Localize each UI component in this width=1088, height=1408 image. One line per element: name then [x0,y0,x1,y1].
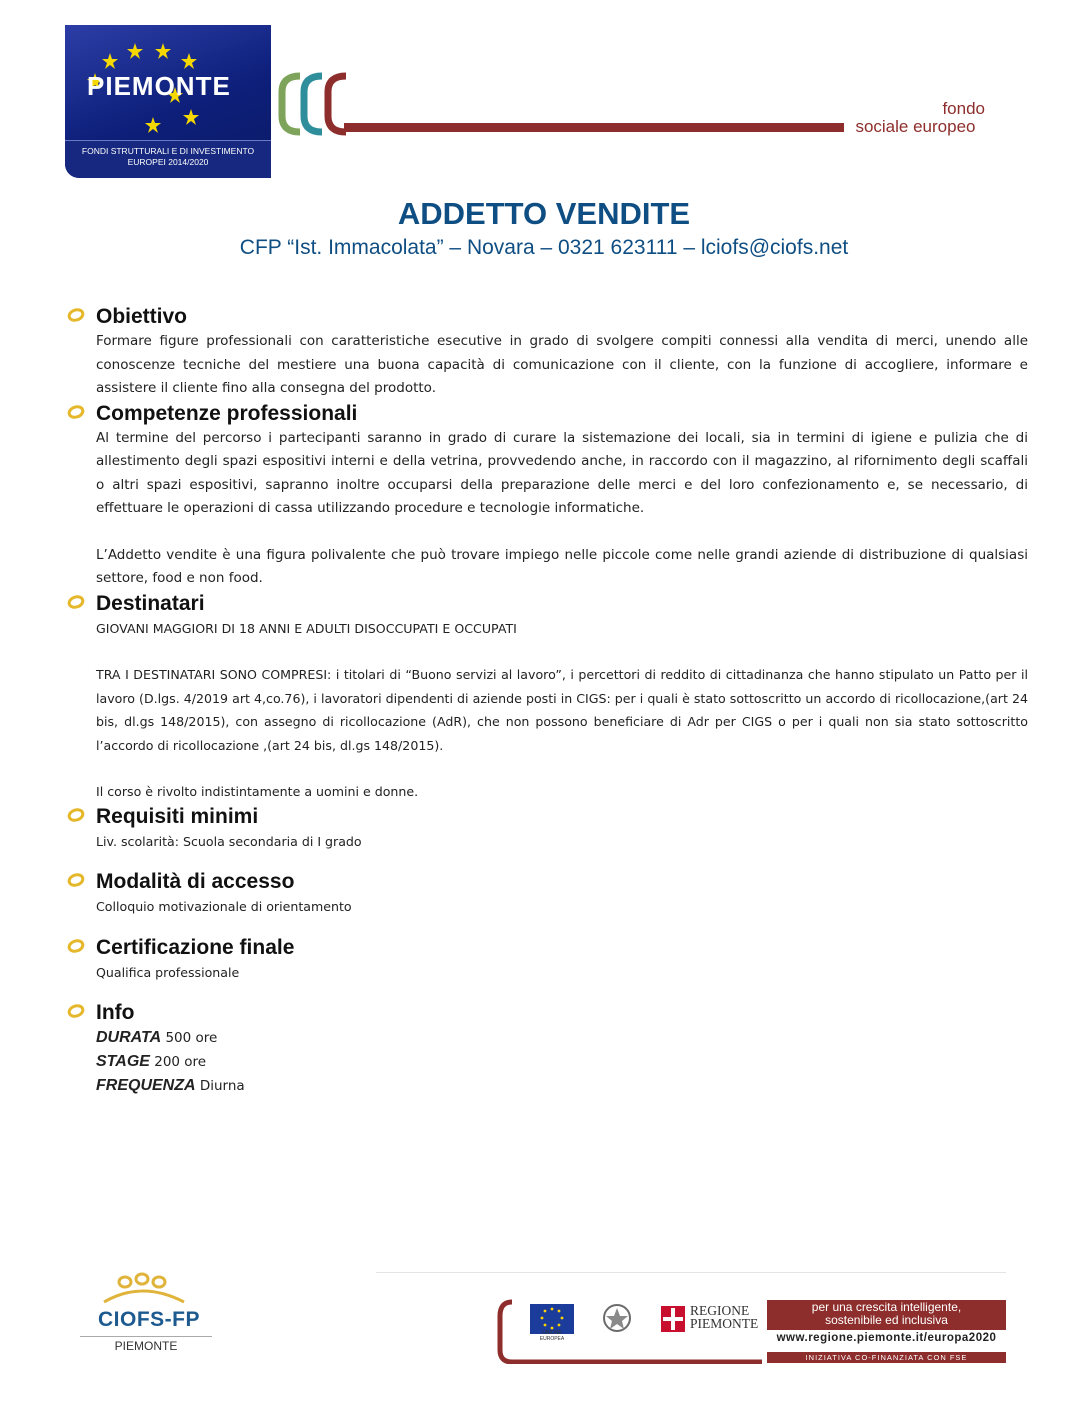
ring-bullet-icon [66,938,86,954]
section-heading: Certificazione finale [96,935,295,959]
section-destinatari [66,591,1028,804]
info-frequenza [96,1074,1028,1098]
ciofs-region: PIEMONTE [80,1336,212,1353]
footer-divider [376,1272,1006,1273]
page-subtitle: CFP “Ist. Immacolata” – Novara – 0321 623111 – lciofs@ciofs.net [239,236,849,259]
section-heading: Destinatari [96,591,205,615]
info-frequenza-label: FREQUENZA [96,1077,196,1094]
section-text: GIOVANI MAGGIORI DI 18 ANNI E ADULTI DISOCCUPATI E OCCUPATI [96,620,517,636]
page-title: ADDETTO VENDITE [397,196,691,231]
section-heading: Modalità di accesso [96,870,295,893]
piemonte-band-line2: EUROPEI 2014/2020 [127,157,209,167]
italy-emblem-icon [604,1305,630,1331]
ciofs-name: CIOFS-FP [98,1308,200,1331]
info-frequenza-value: Diurna [199,1078,245,1094]
section-heading: Requisiti minimi [96,804,259,828]
section-text: TRA I DESTINATARI SONO COMPRESI: i titolari di “Buono servizi al lavoro”, i percettori di reddito di cittadinanza che hanno stipulato un Patto per il lavoro (D.lgs. 4/2019 art 4,co.76), i lavoratori dipendenti di aziende posti in CIGS: per i quali è stato sottoscritto un accordo di ricollocazione,(art 24 bis, dl.gs 148/2015), con assegno di ricollocazione (AdR), che non possono beneficiare di Adr per CIGS o per i quali non sia stato sottoscritto l’accordo di ricollocazione ,(art 24 bis, dl.gs 148/2015). [96,667,1028,753]
info-durata-label: DURATA [96,1029,162,1046]
section-text: L’Addetto vendite è una figura polivalente che può trovare impiego nelle piccole come nelle grandi aziende di distribuzione di qualsiasi settore, food e non food. [96,546,1028,586]
section-accesso [66,869,1028,919]
ring-bullet-icon [66,594,86,610]
slogan-line2: sostenibile ed inclusiva [825,1313,948,1327]
info-stage-value: 200 ore [154,1054,207,1070]
piemonte-fesr-logo [65,25,271,178]
cofinanced-text: INIZIATIVA CO-FINANZIATA CON FSE [805,1353,968,1362]
piemonte-logo-word: PIEMONTE [87,71,231,101]
section-text: Colloquio motivazionale di orientamento [96,899,352,914]
section-certificazione [66,935,1028,985]
regione-piemonte-shield-icon [661,1306,685,1332]
ring-bullet-icon [66,1003,86,1019]
fse-wordmark [855,100,985,136]
section-text: Formare figure professionali con caratteristiche esecutive in grado di svolgere compiti connessi alla vendita di merci, unendo alle conoscenze tecniche del mestiere una buona capacità di comunicazione con il cliente, con la funzione di accogliere, informare e assistere il cliente fino alla consegna del prodotto. [96,333,1028,396]
section-requisiti [66,804,1028,854]
piemonte-band-line1: FONDI STRUTTURALI E DI INVESTIMENTO [81,146,255,156]
section-text: Liv. scolarità: Scuola secondaria di I grado [96,833,362,849]
regione-line1: REGIONE [690,1303,750,1318]
ring-bullet-icon [66,404,86,420]
piemonte-logo-band [65,140,271,178]
info-stage-label: STAGE [96,1053,150,1070]
info-durata-value: 500 ore [165,1030,218,1046]
fse-line1: fondo [942,99,985,118]
section-text: Qualifica professionale [96,964,240,980]
section-info [66,1000,1028,1098]
regione-piemonte-label [690,1304,758,1330]
section-obiettivo [66,304,1028,401]
section-heading: Competenze professionali [96,401,358,425]
section-text: Al termine del percorso i partecipanti saranno in grado di curare la sistemazione dei locali, sia in termini di igiene e pulizia che di allestimento degli spazi espositivi interni e della vetrina, provvedendo anche, in raccordo con il magazzino, al rifornimento degli scaffali o altri spazi espositivi, sapranno inoltre occuparsi della preparazione delle merci e del loro confezionamento e, se necessario, di effettuare le operazioni di cassa utilizzando procedure e tecnologie informatiche. [96,429,1028,516]
eu-flag-label: UNIONE EUROPEA [539,1330,565,1342]
slogan-line1: per una crescita intelligente, [811,1300,962,1314]
section-competenze [66,401,1028,591]
section-heading: Info [96,1001,135,1024]
course-content [66,304,1028,1098]
ring-bullet-icon [66,807,86,823]
ring-bullet-icon [66,872,86,888]
slogan-url: www.regione.piemonte.it/europa2020 [776,1332,997,1344]
regione-line2: PIEMONTE [690,1316,759,1331]
section-text: Il corso è rivolto indistintamente a uomini e donne. [96,784,419,799]
info-durata [96,1026,1028,1050]
info-stage [96,1050,1028,1074]
section-heading: Obiettivo [96,305,188,328]
ring-bullet-icon [66,307,86,323]
fse-line2: sociale europeo [855,117,976,136]
